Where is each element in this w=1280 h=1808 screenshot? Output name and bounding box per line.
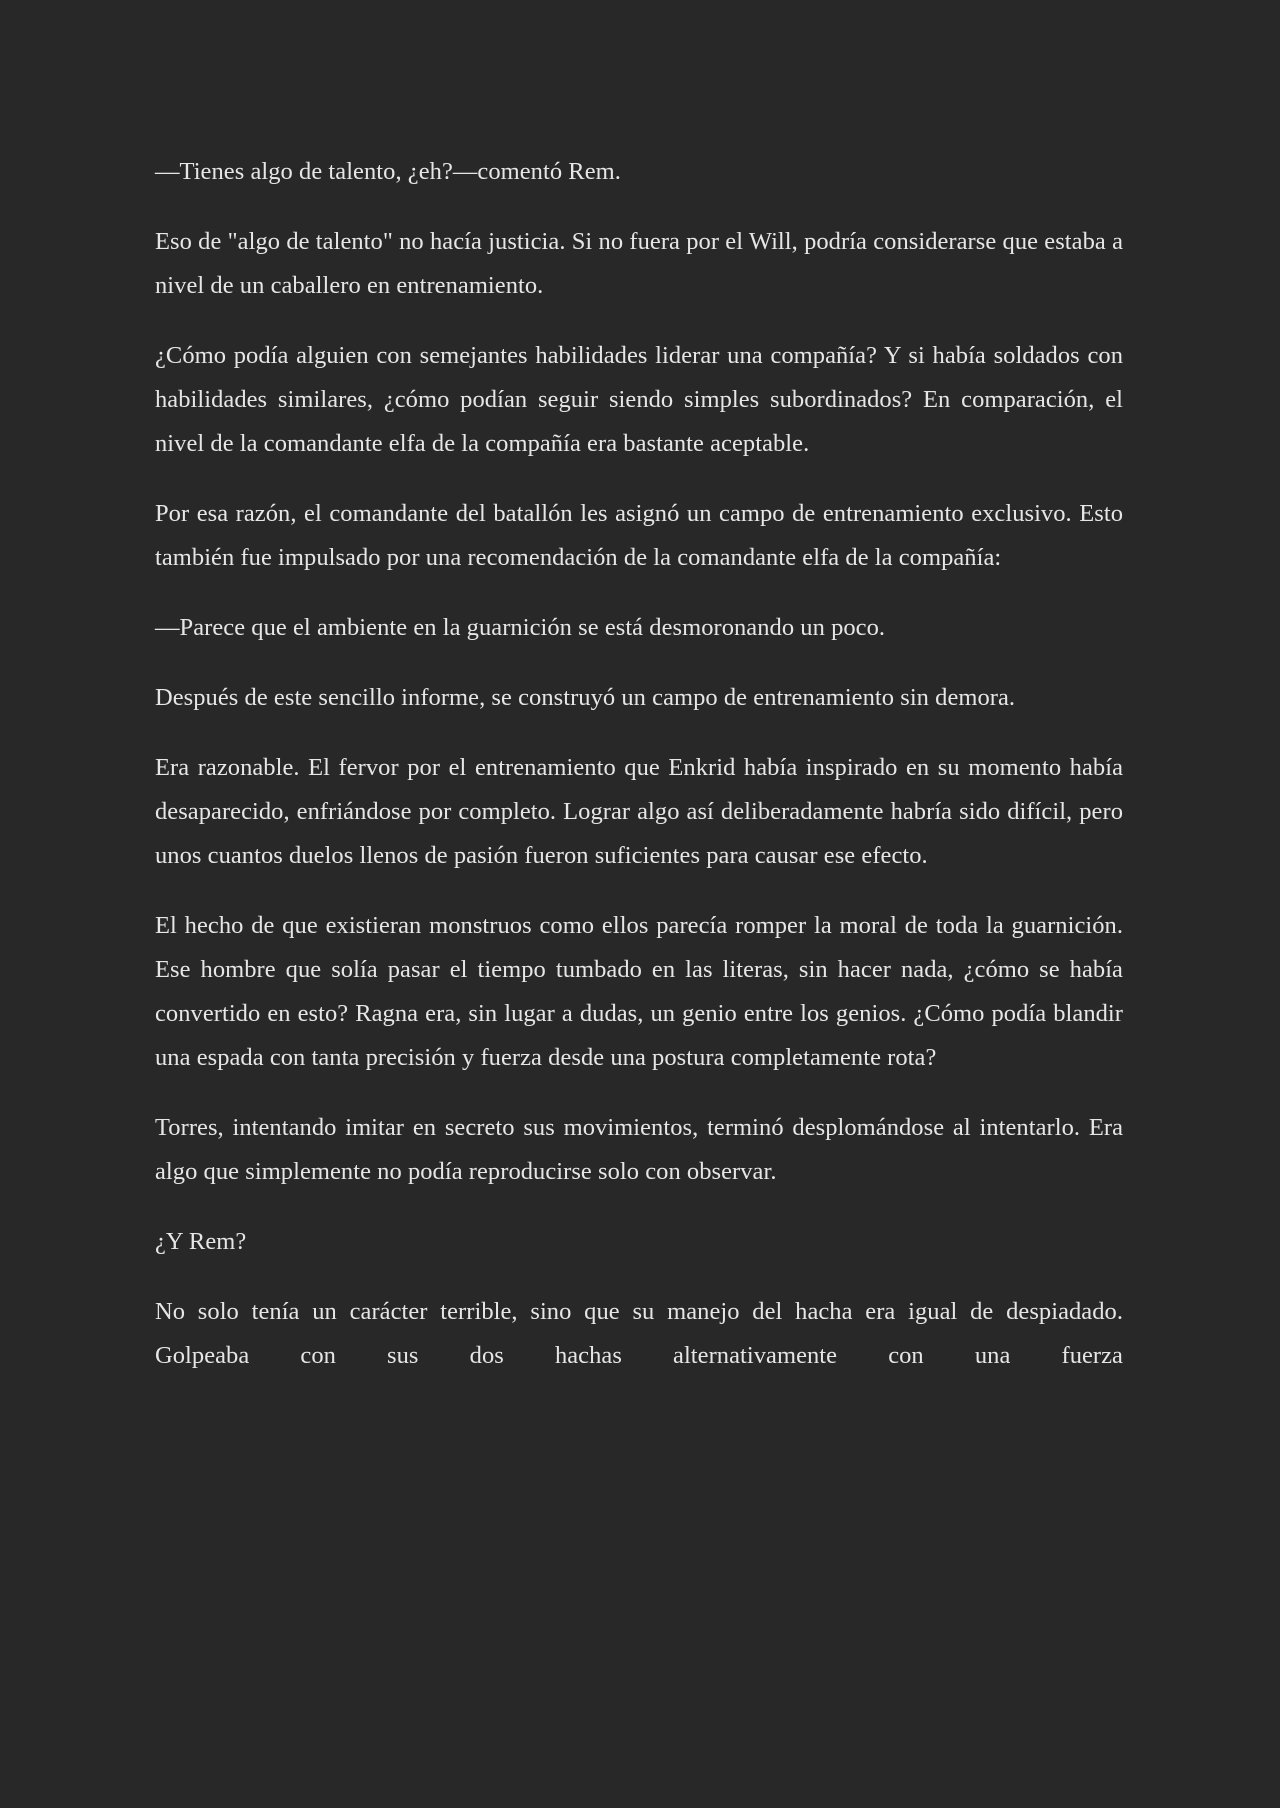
paragraph-4: Por esa razón, el comandante del batallón les asignó un campo de entrenamiento exclusivo. Esto también fue impulsado por una recomendación de la comandante elfa de la compañía: <box>155 500 1123 571</box>
paragraph-9: Torres, intentando imitar en secreto sus movimientos, terminó desplomándose al intentarlo. Era algo que simplemente no podía reproducirse solo con observar. <box>155 1114 1123 1185</box>
reader-page <box>155 150 1123 1404</box>
paragraph-6: Después de este sencillo informe, se construyó un campo de entrenamiento sin demora. <box>155 684 1016 711</box>
paragraph-10: ¿Y Rem? <box>155 1228 247 1255</box>
paragraph-11: No solo tenía un carácter terrible, sino que su manejo del hacha era igual de despiadado. Golpeaba con sus dos hachas alternativamente con una fuerza <box>155 1298 1123 1369</box>
paragraph-7: Era razonable. El fervor por el entrenamiento que Enkrid había inspirado en su momento había desaparecido, enfriándose por completo. Lograr algo así deliberadamente habría sido difícil, pero unos cuantos duelos llenos de pasión fueron suficientes para causar ese efecto. <box>155 754 1123 869</box>
paragraph-2: Eso de "algo de talento" no hacía justicia. Si no fuera por el Will, podría considerarse que estaba a nivel de un caballero en entrenamiento. <box>155 228 1123 299</box>
paragraph-8: El hecho de que existieran monstruos como ellos parecía romper la moral de toda la guarnición. Ese hombre que solía pasar el tiempo tumbado en las literas, sin hacer nada, ¿cómo se había convertido en esto? Ragna era, sin lugar a dudas, un genio entre los genios. ¿Cómo podía blandir una espada con tanta precisión y fuerza desde una postura completamente rota? <box>155 912 1123 1071</box>
paragraph-3: ¿Cómo podía alguien con semejantes habilidades liderar una compañía? Y si había soldados con habilidades similares, ¿cómo podían seguir siendo simples subordinados? En comparación, el nivel de la comandante elfa de la compañía era bastante aceptable. <box>155 342 1123 457</box>
paragraph-1: —Tienes algo de talento, ¿eh?—comentó Rem. <box>155 158 621 185</box>
paragraph-5: —Parece que el ambiente en la guarnición se está desmoronando un poco. <box>155 614 886 641</box>
